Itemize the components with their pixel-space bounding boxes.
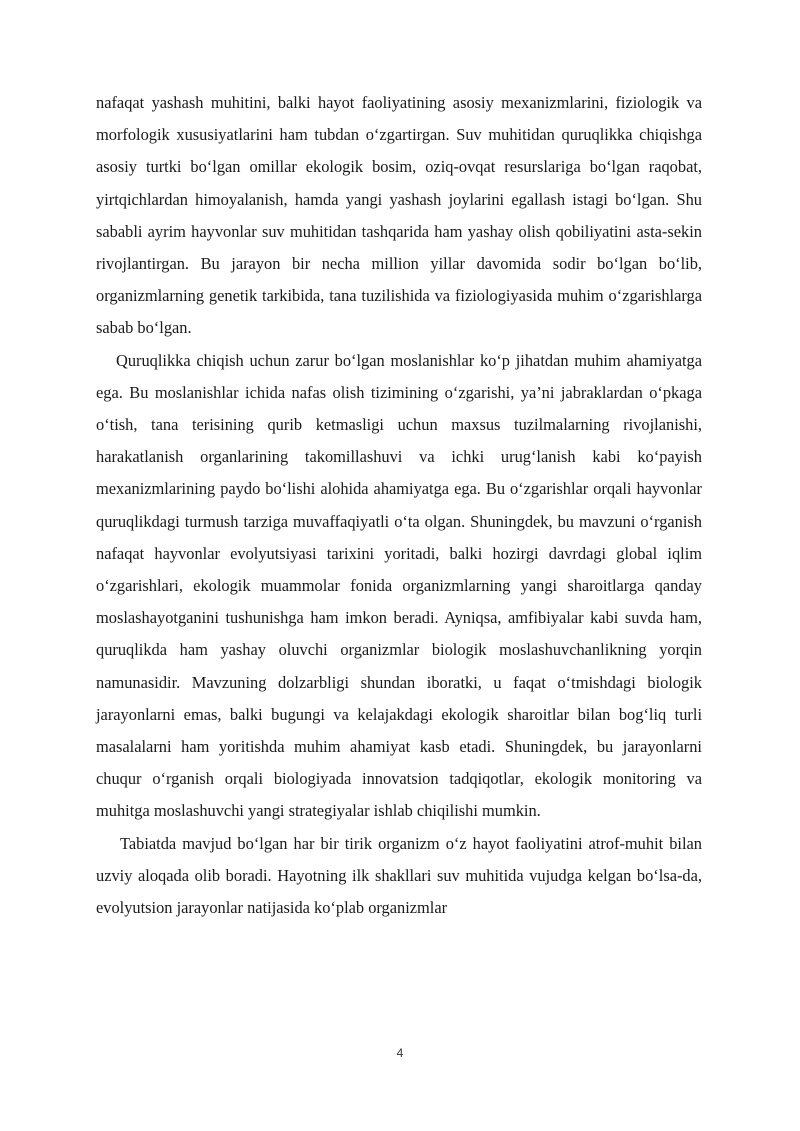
paragraph-organisms: Tabiatda mavjud bo‘lgan har bir tirik organizm o‘z hayot faoliyatini atrof-muhit bilan uzviy aloqada olib boradi. Hayotning ilk shakllari suv muhitida vujudga kelgan bo‘lsa-da, evolyutsion jarayonlar natijasida ko‘plab organizmlar (96, 833, 702, 918)
page-number: 4 (396, 1046, 404, 1060)
body-text (96, 87, 702, 924)
paragraph-continuation: nafaqat yashash muhitini, balki hayot faoliyatining asosiy mexanizmlarini, fiziologik va morfologik xususiyatlarini ham tubdan o‘zgartirgan. Suv muhitidan quruqlikka chiqishga asosiy turtki bo‘lgan omillar ekologik bosim, oziq-ovqat resurslariga bo‘lgan raqobat, yirtqichlardan himoyalanish, hamda yangi yashash joylarini egallash istagi bo‘lgan. Shu sababli ayrim hayvonlar suv muhitidan tashqarida ham yashay olish qobiliyatini asta-sekin rivojlantirgan. Bu jarayon bir necha million yillar davomida sodir bo‘lgan bo‘lib, organizmlarning genetik tarkibida, tana tuzilishida va fiziologiyasida muhim o‘zgarishlarga sabab bo‘lgan. (96, 93, 702, 338)
paragraph-adaptations: Quruqlikka chiqish uchun zarur bo‘lgan moslanishlar ko‘p jihatdan muhim ahamiyatga ega. Bu moslanishlar ichida nafas olish tizimining o‘zgarishi, ya’ni jabraklardan o‘pkaga o‘tish, tana terisining qurib ketmasligi uchun maxsus tuzilmalarning rivojlanishi, harakatlanish organlarining takomillashuvi va ichki urug‘lanish kabi ko‘payish mexanizmlarining paydo bo‘lishi alohida ahamiyatga ega. Bu o‘zgarishlar orqali hayvonlar quruqlikdagi turmush tarziga muvaffaqiyatli o‘ta olgan. Shuningdek, bu mavzuni o‘rganish nafaqat hayvonlar evolyutsiyasi tarixini yoritadi, balki hozirgi davrdagi global iqlim o‘zgarishlari, ekologik muammolar fonida organizmlarning yangi sharoitlarga qanday moslashayotganini tushunishga ham imkon beradi. Ayniqsa, amfibiyalar kabi suvda ham, quruqlikda ham yashay oluvchi organizmlar biologik moslashuvchanlikning yorqin namunasidir. Mavzuning dolzarbligi shundan iboratki, u faqat o‘tmishdagi biologik jarayonlarni emas, balki bugungi va kelajakdagi ekologik sharoitlar bilan bog‘liq turli masalalarni ham yoritishda muhim ahamiyat kasb etadi. Shuningdek, bu jarayonlarni chuqur o‘rganish orqali biologiyada innovatsion tadqiqotlar, ekologik monitoring va muhitga moslashuvchi yangi strategiyalar ishlab chiqilishi mumkin. (96, 350, 702, 821)
